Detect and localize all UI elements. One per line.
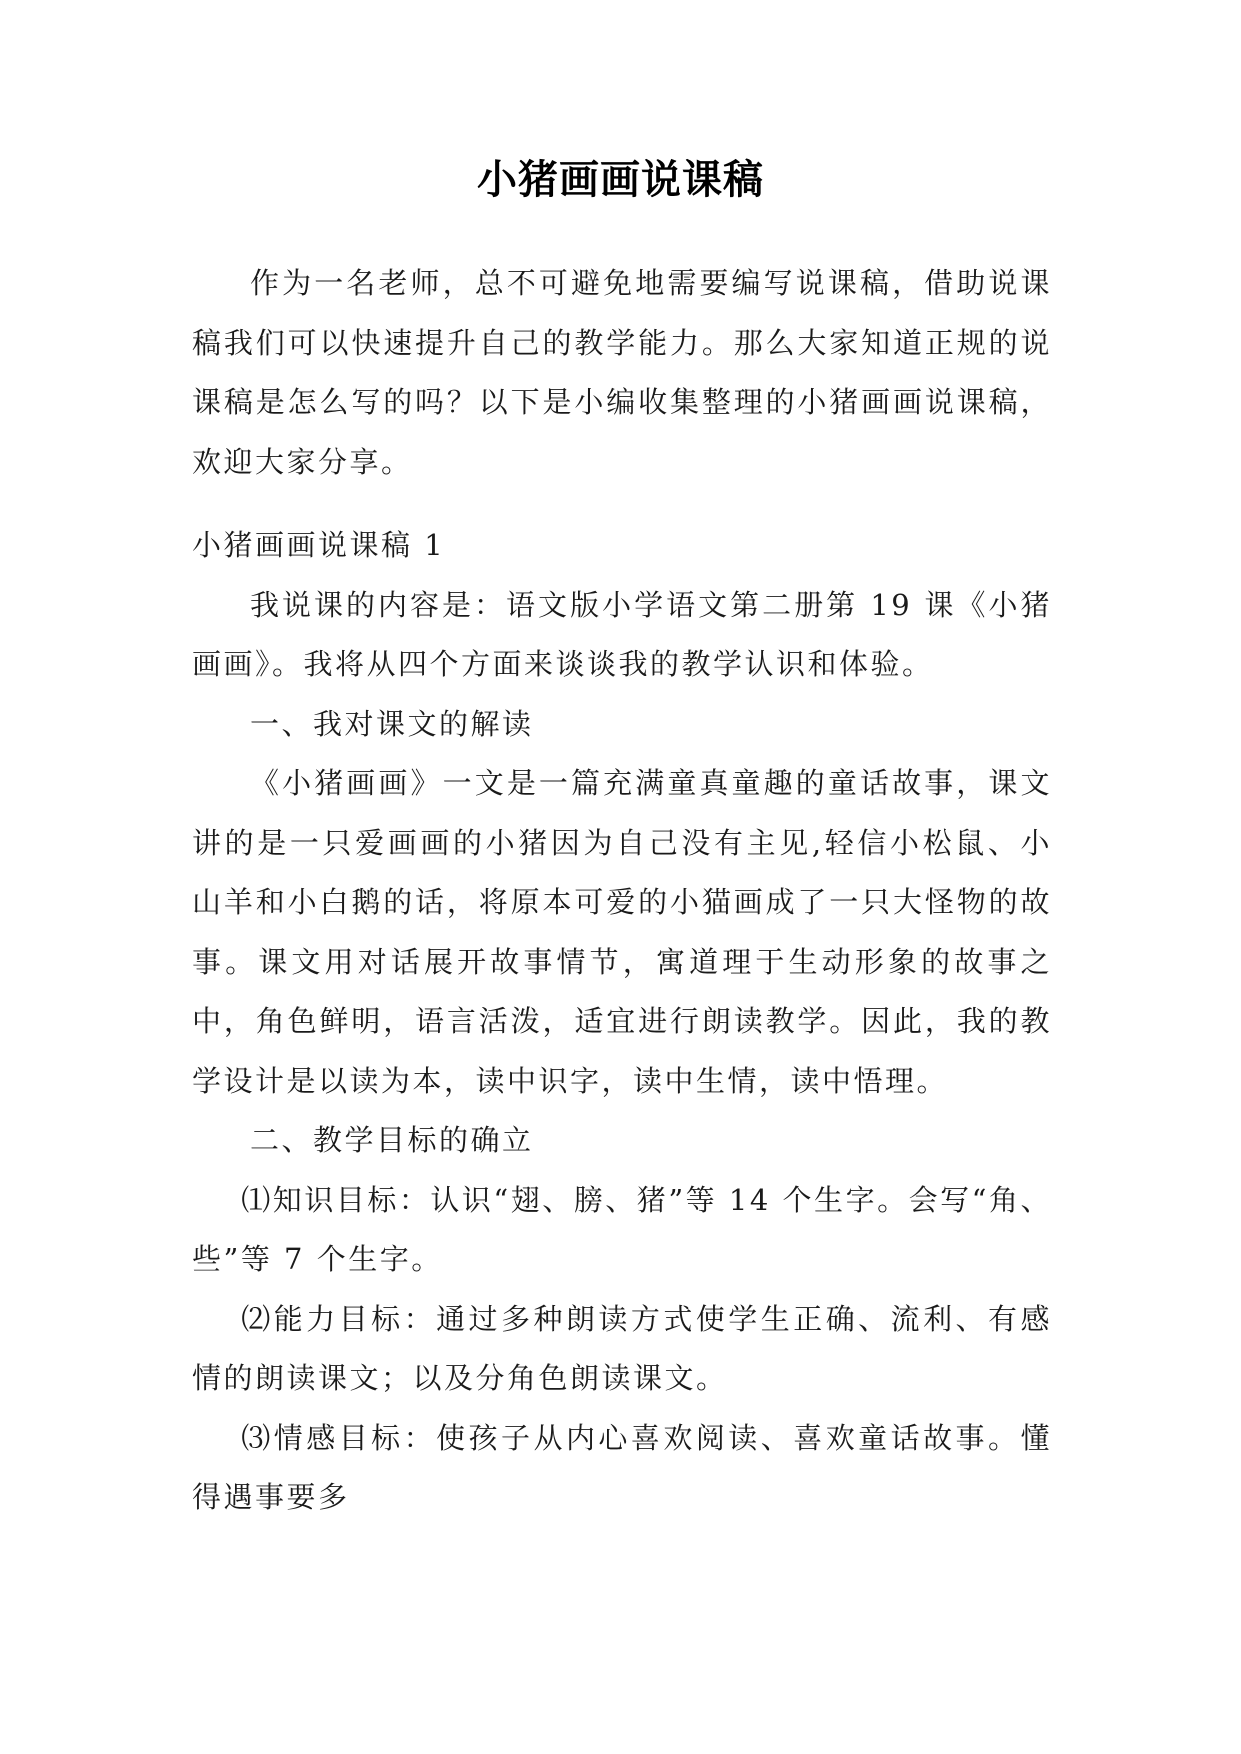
paragraph-content-intro: 我说课的内容是：语文版小学语文第二册第 19 课《小猪画画》。我将从四个方面来谈谈我的教学认识和体验。 bbox=[192, 587, 1052, 681]
heading-text-interpretation: 一、我对课文的解读 bbox=[250, 706, 534, 741]
section-block bbox=[192, 516, 1052, 1528]
section-heading: 小猪画画说课稿 1 bbox=[192, 528, 446, 562]
paragraph-text-interpretation: 《小猪画画》一文是一篇充满童真童趣的童话故事，课文讲的是一只爱画画的小猪因为自己没有主见,轻信小松鼠、小山羊和小白鹅的话，将原本可爱的小猫画成了一只大怪物的故事。课文用对话展开故事情节，寓道理于生动形象的故事之中，角色鲜明，语言活泼，适宜进行朗读教学。因此，我的教学设计是以读为本，读中识字，读中生情，读中悟理。 bbox=[192, 766, 1052, 1098]
document-title: 小猪画画说课稿 bbox=[477, 156, 764, 203]
heading-teaching-goals: 二、教学目标的确立 bbox=[250, 1123, 534, 1157]
goal-emotion: ⑶情感目标：使孩子从内心喜欢阅读、喜欢童话故事。懂得遇事要多 bbox=[192, 1420, 1052, 1514]
intro-block bbox=[192, 254, 1052, 492]
goal-ability: ⑵能力目标：通过多种朗读方式使学生正确、流利、有感情的朗读课文；以及分角色朗读课文。 bbox=[192, 1301, 1052, 1395]
intro-paragraph: 作为一名老师，总不可避免地需要编写说课稿，借助说课稿我们可以快速提升自己的教学能力。那么大家知道正规的说课稿是怎么写的吗？以下是小编收集整理的小猪画画说课稿，欢迎大家分享。 bbox=[192, 266, 1052, 479]
goal-knowledge: ⑴知识目标：认识“翅、膀、猪”等 14 个生字。会写“角、些”等 7 个生字。 bbox=[192, 1182, 1052, 1276]
